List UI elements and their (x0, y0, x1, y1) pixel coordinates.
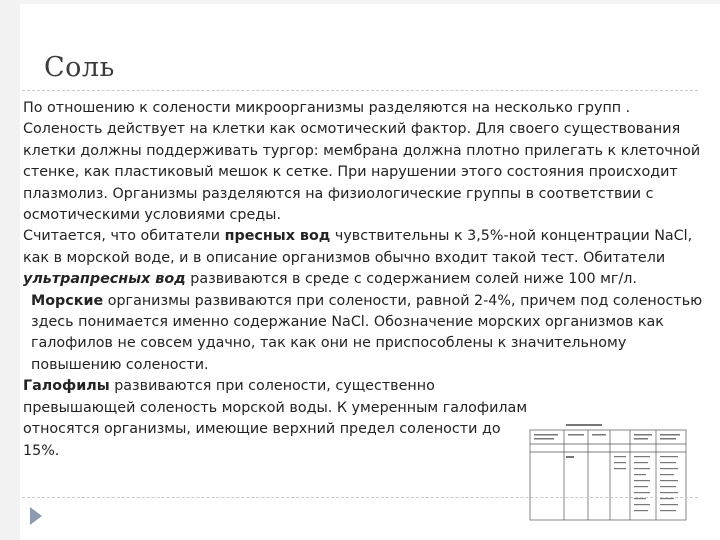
slide-title: Соль (44, 52, 115, 83)
p2-text-cl: Cl (673, 228, 688, 245)
table-thumbnail (526, 422, 690, 522)
next-arrow-icon[interactable] (30, 507, 42, 525)
table-thumbnail-graphic (526, 422, 690, 522)
p3-bold-marine: Морские (31, 292, 104, 309)
p3-text: организмы развиваются при солености, равной 2-4%, причем под соленостью здесь понимается именно содержание NaCl. Обозначение морских организмов как галофилов не совсем удачно, так как они не приспособлены к значительному повышению солености. (31, 292, 703, 373)
top-decor-bar (20, 0, 720, 4)
p4-text: развиваются при солености, существенно превышающей соленость морской воды. К умеренным галофилам относятся организмы, имеющие верхний предел солености до 15%. (23, 378, 528, 459)
p4-bold-halophiles: Галофилы (23, 378, 110, 395)
bottom-divider (22, 497, 698, 498)
p2-text-b: чувствительны к 3,5%-ной концентрации Na (330, 228, 674, 245)
p2-text-a: Считается, что обитатели (23, 228, 225, 245)
paragraph-osmotic: По отношению к солености микроорганизмы разделяются на несколько групп . Соленость действует на клетки как осмотический фактор. Для своего существования клетки должны поддерживать тургор: мембрана должна плотно прилегать к клеточной стенке, как пластиковый мешок к сетке. При нарушении этого состояния происходит плазмолиз. Организмы разделяются на физиологические группы в соответствии с осмотическими условиями среды. (23, 100, 701, 224)
p2-text-d: развиваются в среде с содержанием солей ниже 100 мг/л. (185, 271, 637, 288)
slide-body (23, 98, 713, 462)
p2-italic-ultrafresh: ультрапресных вод (23, 271, 186, 288)
title-divider (22, 90, 698, 91)
left-decor-bar (0, 0, 20, 540)
paragraph-freshwater (23, 226, 713, 290)
paragraph-marine (23, 291, 713, 377)
p2-bold-freshwater: пресных вод (224, 228, 331, 245)
p2-text-c: , как в морской воде, и в описание организмов обычно входит такой тест. Обитатели (23, 228, 693, 266)
